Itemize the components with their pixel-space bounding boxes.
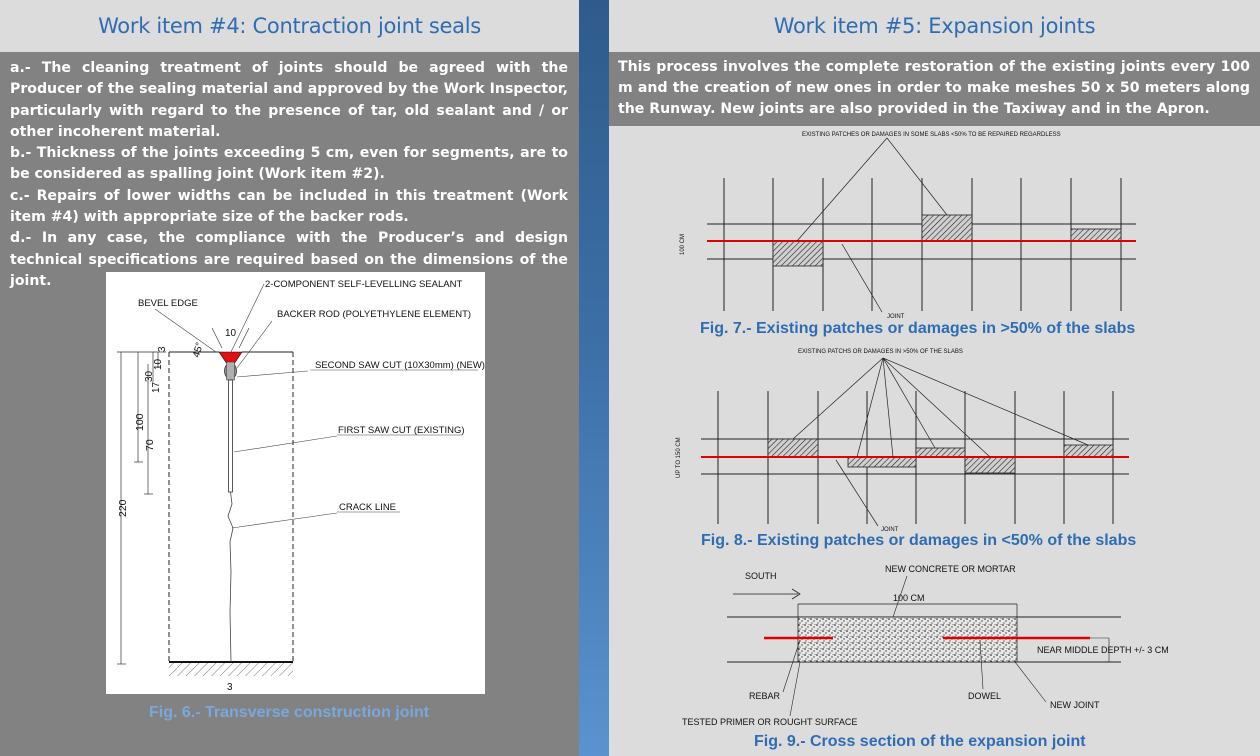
left-panel (0, 0, 579, 756)
figure-9-diagram (682, 564, 1169, 727)
fig8-joint-label: JOINT (881, 527, 899, 533)
right-title: Work item #5: Expansion joints (773, 14, 1096, 38)
fig9-new-joint-label: NEW JOINT (1050, 700, 1100, 710)
fig9-primer-label: TESTED PRIMER OR ROUGHT SURFACE (682, 717, 858, 727)
figure-7-caption: Fig. 7.- Existing patches or damages in >50% of the slabs (700, 320, 1136, 337)
label-backer-rod: BACKER ROD (POLYETHYLENE ELEMENT) (277, 309, 472, 320)
left-title: Work item #4: Contraction joint seals (98, 14, 481, 38)
dim-70: 70 (144, 439, 156, 451)
paragraph-b: b.- Thickness of the joints exceeding 5 cm, even for segments, are to be considered as spalling joint (Work item #2). (10, 145, 568, 183)
label-bevel-edge: BEVEL EDGE (138, 298, 198, 309)
dim-30: 30 (144, 370, 155, 382)
label-second-saw-cut: SECOND SAW CUT (10X30mm) (NEW) (315, 360, 485, 371)
right-title-bar (609, 0, 1260, 52)
paragraph-c: c.- Repairs of lower widths can be included in this treatment (Work item #4) with appropriate size of the backer rods. (10, 187, 568, 226)
fig9-south-label: SOUTH (745, 571, 777, 581)
figure-6-diagram (106, 272, 485, 694)
dim-220: 220 (117, 499, 129, 517)
left-body-text (10, 58, 568, 292)
fig7-top-label: EXISTING PATCHES OR DAMAGES IN SOME SLABS <50% TO BE REPAIRED REGARDLESS (802, 132, 1061, 138)
label-first-saw-cut: FIRST SAW CUT (EXISTING) (338, 425, 465, 436)
figure-8-diagram (676, 349, 1129, 533)
figure-6-caption: Fig. 6.- Transverse construction joint (149, 704, 430, 721)
figure-9-caption: Fig. 9.- Cross section of the expansion joint (754, 733, 1086, 750)
label-width: 10 (225, 328, 237, 339)
figure-7-diagram (680, 132, 1136, 320)
fig9-new-concrete-label: NEW CONCRETE OR MORTAR (885, 564, 1016, 574)
panel-divider (579, 0, 609, 756)
paragraph-d: d.- In any case, the compliance with the Producer’s and design technical specifications are required based on the dimensions of the joint. (10, 230, 568, 289)
paragraph-a: a.- The cleaning treatment of joints should be agreed with the Producer of the sealing material and approved by the Work Inspector, particularly with regard to the presence of tar, old sealant and / or other incoherent material. (10, 60, 568, 140)
right-body-text: This process involves the complete restoration of the existing joints every 100 m and the creation of new ones in order to make meshes 50 x 50 meters along the Runway. New joints are also provided in the Taxiway and in the Apron. (618, 59, 1250, 117)
label-crack-line: CRACK LINE (339, 502, 397, 513)
fig9-width-label: 100 CM (893, 593, 925, 603)
right-figures (609, 126, 1260, 756)
fig8-side-label: UP TO 150 CM (676, 437, 682, 478)
joint-section-drawing (106, 272, 485, 694)
label-sealant: 2-COMPONENT SELF-LEVELLING SEALANT (265, 279, 463, 290)
dim-17: 17 (151, 381, 162, 393)
left-title-bar (0, 0, 579, 52)
dim-3: 3 (157, 346, 168, 352)
fig8-top-label: EXISTING PATCHS OR DAMAGES IN >50% OF THE SLABS (798, 349, 963, 355)
figure-8-caption: Fig. 8.- Existing patches or damages in <50% of the slabs (701, 532, 1137, 549)
label-angle: 45° (191, 341, 206, 359)
dim-10: 10 (153, 358, 164, 370)
fig9-dowel-label: DOWEL (968, 691, 1002, 701)
fig7-joint-label: JOINT (887, 314, 905, 320)
dim-bottom-3: 3 (227, 682, 233, 693)
fig7-side-label: 100 CM (680, 233, 686, 255)
dim-100: 100 (134, 413, 146, 431)
fig9-rebar-label: REBAR (749, 691, 781, 701)
fig9-depth-label: NEAR MIDDLE DEPTH +/- 3 CM (1037, 645, 1169, 655)
